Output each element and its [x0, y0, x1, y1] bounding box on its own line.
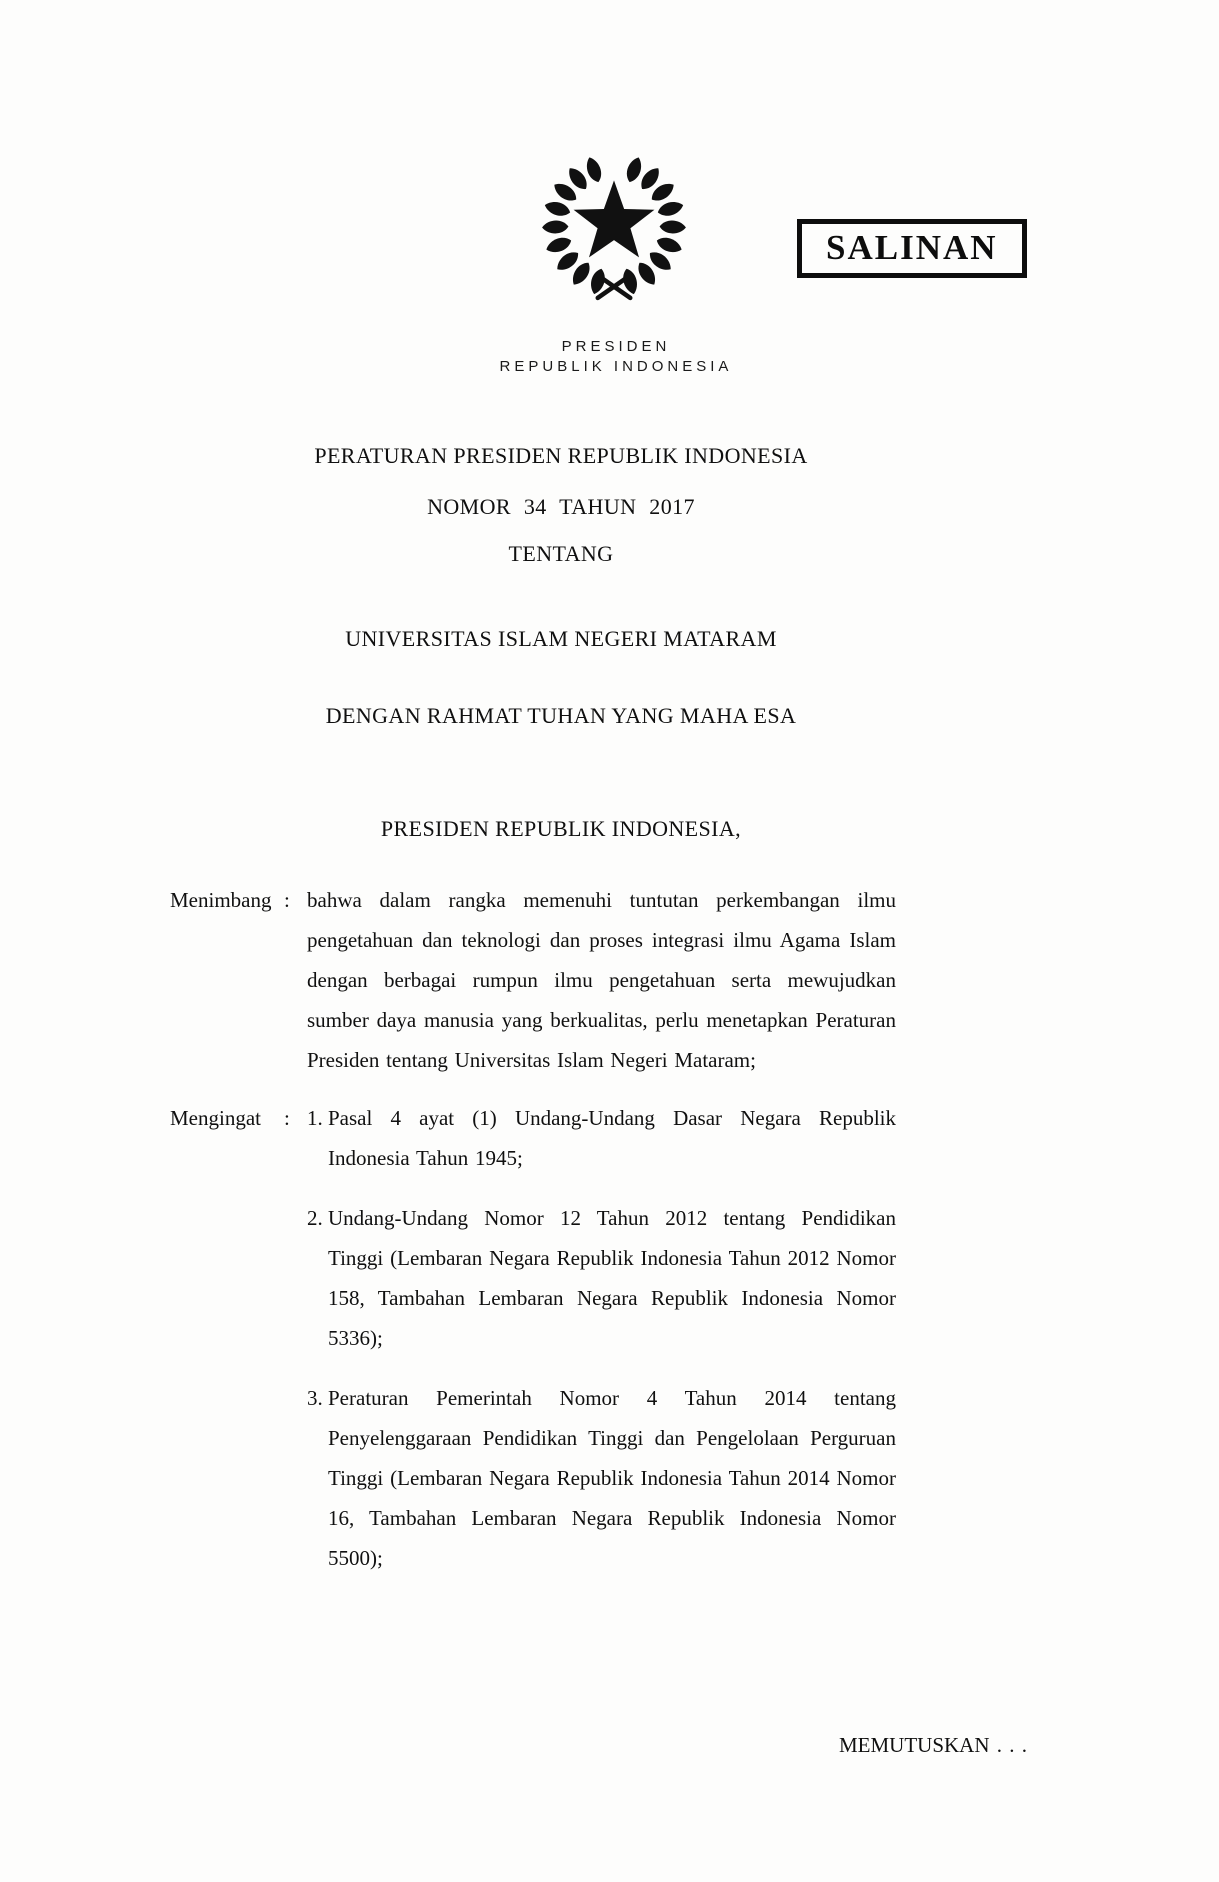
salinan-stamp	[797, 219, 1027, 278]
mengingat-colon: :	[284, 1106, 290, 1130]
item-text: Peraturan Pemerintah Nomor 4 Tahun 2014 tentang Penyelenggaraan Pendidikan Tinggi dan Pengelolaan Perguruan Tinggi (Lembaran Negara Republik Indonesia Tahun 2014 Nomor 16, Tambahan Lembaran Negara Republik Indonesia Nomor 5500);	[328, 1386, 896, 1570]
considerations-section	[170, 880, 896, 1578]
menimbang-label: Menimbang	[170, 888, 272, 912]
invocation-line: DENGAN RAHMAT TUHAN YANG MAHA ESA	[325, 703, 797, 728]
list-item	[307, 1378, 896, 1578]
regulation-title: PERATURAN PRESIDEN REPUBLIK INDONESIA	[314, 443, 808, 468]
item-text: Undang-Undang Nomor 12 Tahun 2012 tentang Pendidikan Tinggi (Lembaran Negara Republik Indonesia Tahun 2012 Nomor 158, Tambahan Lembaran Negara Republik Indonesia Nomor 5336);	[328, 1206, 896, 1350]
list-item	[307, 1098, 896, 1178]
letterhead-line2: REPUBLIK INDONESIA	[499, 358, 733, 375]
salinan-stamp-text: SALINAN	[826, 228, 998, 267]
menimbang-colon: :	[284, 888, 290, 912]
mengingat-label: Mengingat	[170, 1106, 261, 1130]
letterhead	[460, 337, 772, 377]
item-number: 1.	[307, 1106, 323, 1130]
star-icon	[574, 180, 655, 257]
regulation-subject: UNIVERSITAS ISLAM NEGERI MATARAM	[345, 626, 777, 651]
tentang-label: TENTANG	[508, 541, 614, 566]
item-number: 3.	[307, 1386, 323, 1410]
menimbang-row	[170, 880, 896, 1080]
menimbang-text: bahwa dalam rangka memenuhi tuntutan perkembangan ilmu pengetahuan dan teknologi dan proses integrasi ilmu Agama Islam dengan berbagai rumpun ilmu pengetahuan serta mewujudkan sumber daya manusia yang berkualitas, perlu menetapkan Peraturan Presiden tentang Universitas Islam Negeri Mataram;	[307, 888, 896, 1072]
list-item	[307, 1198, 896, 1358]
catchword-memutuskan: MEMUTUSKAN . . .	[838, 1733, 1027, 1757]
letterhead-line1: PRESIDEN	[561, 338, 671, 355]
item-text: Pasal 4 ayat (1) Undang-Undang Dasar Negara Republik Indonesia Tahun 1945;	[328, 1106, 896, 1170]
presidential-star-emblem-icon	[538, 152, 690, 304]
item-number: 2.	[307, 1206, 323, 1230]
mengingat-row	[170, 1098, 896, 1578]
mengingat-items	[307, 1098, 896, 1578]
issuer-line: PRESIDEN REPUBLIK INDONESIA,	[380, 816, 742, 841]
regulation-number: NOMOR 34 TAHUN 2017	[427, 494, 695, 519]
